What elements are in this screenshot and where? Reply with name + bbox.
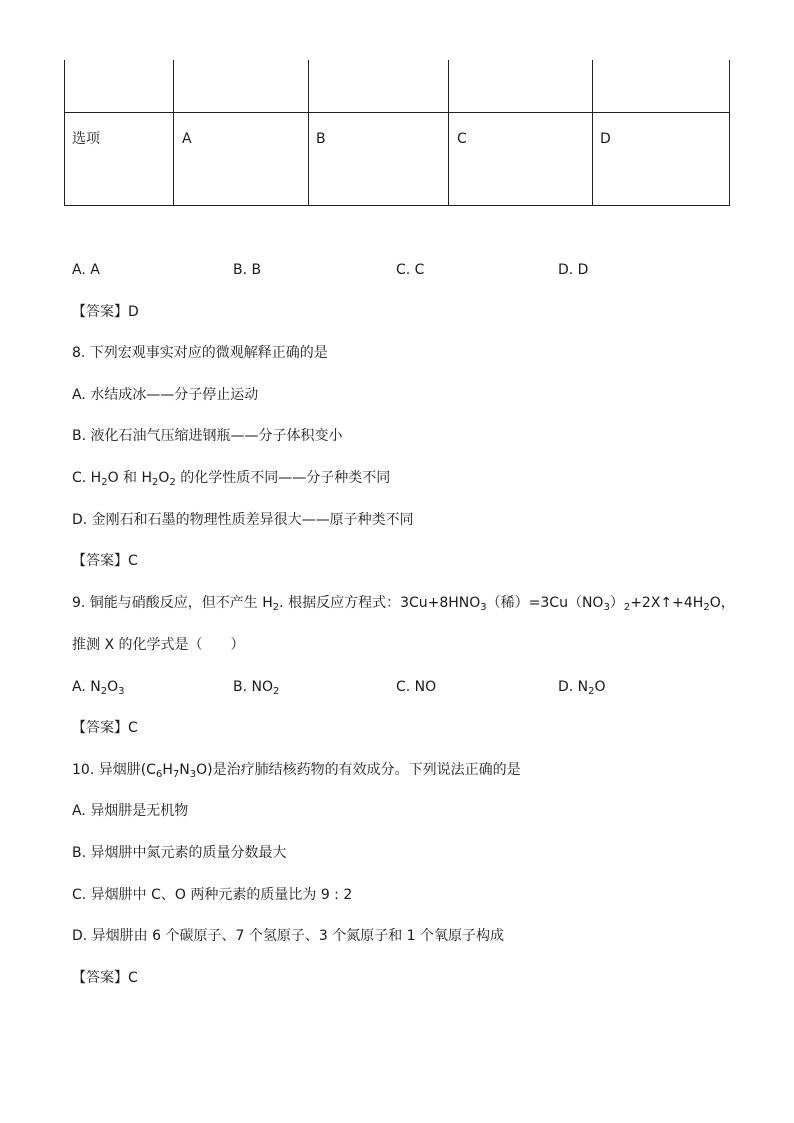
answer-tag: 【答案】: [72, 720, 128, 736]
answer-value: C: [128, 970, 138, 986]
q7-answer: [72, 303, 139, 321]
table-cell-c: C: [457, 131, 467, 147]
table-border-left: [64, 60, 65, 206]
q9-stem-line2: 推测 X 的化学式是（ ）: [72, 637, 245, 653]
table-cell-a: A: [182, 131, 192, 147]
q7-option-b: B. B: [233, 262, 262, 278]
q10-stem: 10. 异烟肼$(C_6H_7N_3O)$是治疗肺结核药物的有效成分。下列说法正确的是: [72, 762, 521, 780]
q9-answer: [72, 719, 138, 737]
table-row-divider: [64, 112, 730, 113]
table-row-label: 选项: [72, 131, 100, 147]
q10-option-c: C. 异烟肼中 C、O 两种元素的质量比为 9 : 2: [72, 887, 353, 903]
q8-option-a: A. 水结成冰——分子停止运动: [72, 387, 259, 403]
table-divider: [448, 60, 449, 206]
table-divider: [308, 60, 309, 206]
q8-option-b: B. 液化石油气压缩进钢瓶——分子体积变小: [72, 428, 343, 444]
table-border-right: [729, 60, 730, 206]
q10-option-b: B. 异烟肼中氮元素的质量分数最大: [72, 845, 287, 861]
q8-option-c: C. $H_2O$ 和 $H_2O_2$ 的化学性质不同——分子种类不同: [72, 470, 391, 488]
answer-tag: 【答案】: [72, 304, 128, 320]
q8-option-d: D. 金刚石和石墨的物理性质差异很大——原子种类不同: [72, 512, 414, 528]
table-border-bottom: [64, 205, 730, 206]
q9-option-b: B. $NO_2$: [233, 679, 280, 697]
table-cell-d: D: [600, 131, 611, 147]
answer-value: C: [128, 720, 138, 736]
table-divider: [592, 60, 593, 206]
answer-tag: 【答案】: [72, 553, 128, 569]
q9-option-d: D. $N_2O$: [558, 679, 606, 697]
q9-option-c: C. NO: [396, 679, 437, 695]
table-divider: [173, 60, 174, 206]
answer-tag: 【答案】: [72, 970, 128, 986]
q9-stem-line1: 9. 铜能与硝酸反应，但不产生 $H_2$. 根据反应方程式：$3Cu+8HNO_3$（稀）$=3Cu(NO_3)_2+2X↑+4H_2O$，: [72, 595, 735, 613]
q7-option-a: A. A: [72, 262, 100, 278]
q10-option-a: A. 异烟肼是无机物: [72, 803, 189, 819]
q8-answer: [72, 552, 138, 570]
answer-value: D: [128, 304, 139, 320]
q7-option-d: D. D: [558, 262, 589, 278]
q8-stem: 8. 下列宏观事实对应的微观解释正确的是: [72, 345, 328, 361]
options-table: [64, 60, 730, 206]
q7-option-c: C. C: [396, 262, 425, 278]
q9-option-a: A. $N_2O_3$: [72, 679, 125, 697]
q10-option-d: D. 异烟肼由 6 个碳原子、7 个氢原子、3 个氮原子和 1 个氧原子构成: [72, 928, 505, 944]
answer-value: C: [128, 553, 138, 569]
q10-answer: [72, 969, 138, 987]
table-cell-b: B: [316, 131, 326, 147]
